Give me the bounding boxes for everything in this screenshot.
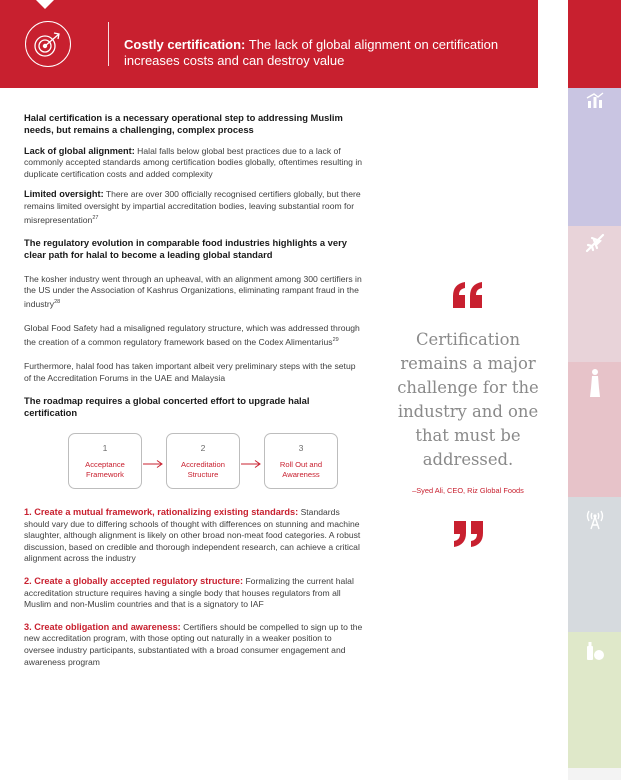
chart-building-icon [585,91,605,111]
roadmap-item-1-text: Standards should vary due to differing schools of thought with differences on stunning and machine slaughter, although alignment is likely on other broad non-meat food categories. A robust discussion, based on credible and thorough independent research, can achieve a critical alignment across the industry [24,507,361,564]
roadmap-item-1 [24,507,364,565]
paragraph-kosher [24,274,364,311]
roadmap-item-3-label: 3. Create obligation and awareness: [24,621,181,632]
step-number: 2 [200,443,206,454]
target-icon [25,21,71,67]
step-label-line1: Accreditation [181,460,225,470]
step-label-line2: Awareness [282,469,320,479]
broadcast-tower-icon [584,507,606,531]
footnote-28: 28 [54,298,61,305]
rail-segment-green[interactable] [568,632,621,768]
main-column [24,112,364,677]
step-label-line2: Structure [187,469,219,479]
cosmetics-icon [584,640,606,662]
section-heading-certification: Halal certification is a necessary operational step to addressing Muslim needs, but remains a challenging, complex process [24,112,343,135]
rail-segment-footer [568,768,621,780]
roadmap-item-2-label: 2. Create a globally accepted regulatory structure: [24,576,244,587]
section-heading-roadmap: The roadmap requires a global concerted effort to upgrade halal certification [24,395,310,419]
step-number: 3 [298,443,304,454]
paragraph-global-alignment [24,146,364,181]
quote-attribution: –Syed Ali, CEO, Riz Global Foods [412,486,524,495]
arrow-right-icon [142,459,164,469]
roadmap-step-2 [166,433,240,489]
rail-segment-lavender[interactable] [568,88,621,226]
footnote-29: 29 [332,336,339,343]
rail-segment-grey[interactable] [568,497,621,632]
text-limited-oversight: There are over 300 officially recognised certifiers globally, but there remains limited oversight by impartial accreditation bodies, leaving substantial room for misrepresentation [24,189,361,225]
roadmap-item-3-text: Certifiers should be compelled to sign up to the new accreditation program, with those opting out naturally in a weaker position to oversee industry participants, substantiated with a broad consumer engagement and awareness program [24,621,363,667]
step-label-line1: Roll Out and [279,460,323,470]
roadmap-step-3 [264,433,338,489]
rail-segment-pink[interactable] [568,226,621,362]
quote-text: Certification remains a major challenge for the industry and one that must be addressed. [397,330,539,469]
paragraph-accreditation-forums: Furthermore, halal food has taken important albeit very preliminary steps with the setup of the Accreditation Forums in the UAE and Malaysia [24,361,356,383]
step-label-line1: Acceptance [85,460,125,470]
text-global-alignment: Halal falls below global best practices due to a lack of commonly accepted standards among certification bodies globally, oftentimes resulting in duplicate certification costs and added complexity [24,145,363,179]
roadmap-step-1 [68,433,142,489]
section-heading-regulatory-evolution: The regulatory evolution in comparable food industries highlights a very clear path for halal to become a leading global standard [24,237,347,260]
paragraph-food-safety [24,323,364,348]
header-banner [0,0,538,88]
roadmap-item-2 [24,576,364,611]
dress-icon [587,368,603,398]
arrow-right-icon [240,459,262,469]
text-food-safety: Global Food Safety had a misaligned regulatory structure, which was addressed through the creation of a common regulatory framework based on the Codex Alimentarius [24,323,360,347]
banner-notch [36,0,54,9]
airplane-icon [584,232,606,254]
roadmap-item-2-text: Formalizing the current halal accreditation structure requires having a single body that houses regulators from all Muslim and non-Muslim countries and that is a signatory to IAF [24,576,354,610]
rail-segment-red [568,0,621,88]
rail-segment-rose[interactable] [568,362,621,497]
footnote-27: 27 [92,214,99,221]
banner-divider [108,22,109,66]
roadmap-flow [24,433,364,495]
paragraph-limited-oversight [24,189,364,226]
text-kosher: The kosher industry went through an upheaval, with an alignment among 300 certifiers in the US under the Association of Kashrus Organizations, eliminating rampant fraud in the industry [24,273,362,309]
open-quote-icon [388,280,548,310]
banner-title: Costly certification: [124,37,246,52]
banner-body: The lack of global alignment on certification increases costs and can destroy value [124,37,499,68]
label-global-alignment: Lack of global alignment: [24,145,135,156]
banner-text [124,37,524,69]
roadmap-item-1-label: 1. Create a mutual framework, rationalizing existing standards: [24,507,299,518]
step-number: 1 [102,443,108,454]
pull-quote [388,280,548,549]
label-limited-oversight: Limited oversight: [24,189,104,200]
step-label-line2: Framework [86,469,124,479]
side-rail [568,0,621,780]
close-quote-icon [388,519,548,549]
roadmap-item-3 [24,622,364,668]
